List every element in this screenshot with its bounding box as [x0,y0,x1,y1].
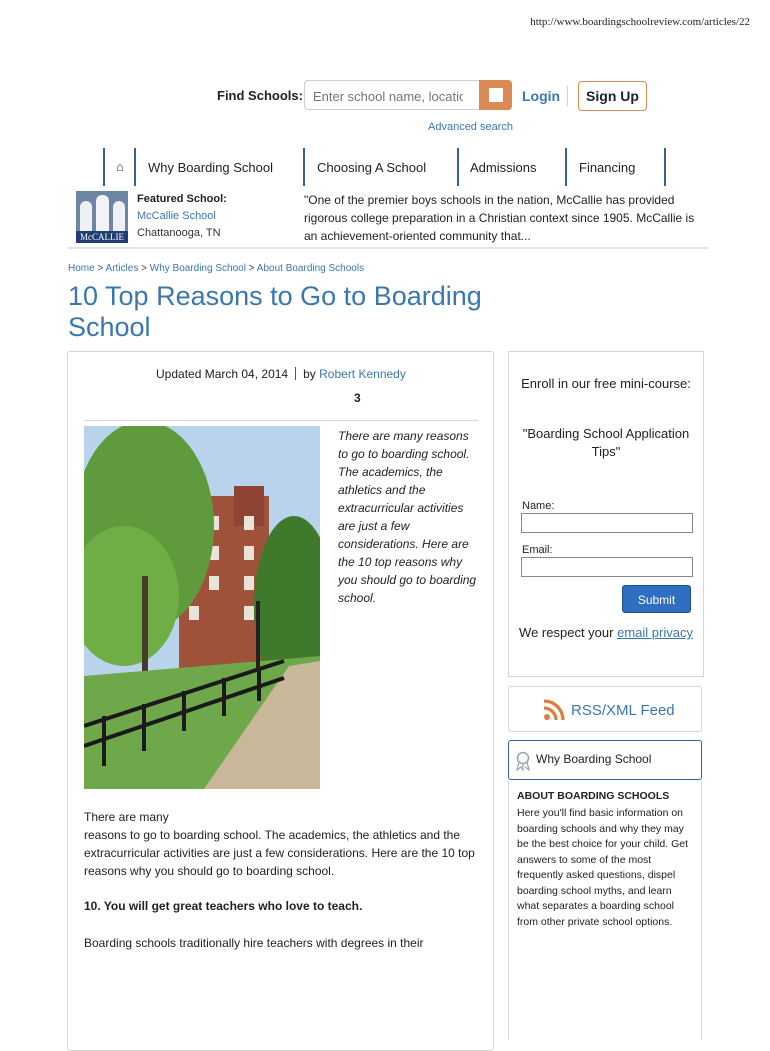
article-intro [84,808,478,880]
why-boarding-school-label[interactable]: Why Boarding School [536,752,652,766]
advanced-search-link[interactable]: Advanced search [428,121,513,133]
login-link[interactable]: Login [522,88,561,104]
reason-text: Boarding schools traditionally hire teachers with degrees in their [84,936,424,950]
breadcrumb-articles[interactable]: Articles [105,263,139,274]
nav-item-choosing-a-school[interactable]: Choosing A School [317,160,427,175]
name-field[interactable] [521,513,693,533]
home-icon[interactable]: ⌂ [116,159,124,174]
reason-heading: 10. You will get great teachers who love to teach. [84,899,363,913]
by-label: by [303,367,316,381]
article-photo [84,426,320,789]
privacy-note [508,623,704,642]
nav-item-financing[interactable]: Financing [579,160,636,175]
nav-divider [303,148,305,186]
nav-divider [103,148,105,186]
divider [84,420,478,421]
featured-school-label: Featured School: [137,193,227,205]
rss-icon[interactable] [543,699,565,721]
search-icon [489,88,503,102]
email-label: Email: [522,544,553,556]
breadcrumb-separator: > [141,263,147,274]
breadcrumb-home[interactable]: Home [68,263,95,274]
header-divider [567,86,568,106]
breadcrumb-separator: > [97,263,104,274]
comment-count[interactable]: 3 [354,391,361,405]
name-label: Name: [522,500,555,512]
article-intro-rest: reasons to go to boarding school. The academics, the athletics and the extracurricular activities are just a few considerations. Here are the 10 top reasons why you should go to boarding school. [84,828,475,878]
email-field[interactable] [521,557,693,577]
featured-school-location: Chattanooga, TN [137,227,221,239]
search-button[interactable] [479,80,512,110]
main-nav [103,148,668,186]
submit-button[interactable]: Submit [622,585,691,613]
breadcrumb-current[interactable]: About Boarding Schools [256,263,365,274]
nav-item-admissions[interactable]: Admissions [470,160,537,175]
search-input[interactable] [313,87,463,105]
search-box [304,80,512,110]
featured-school-logo: McCALLIE [76,231,128,243]
email-privacy-link[interactable]: email privacy [617,625,693,640]
nav-divider [664,148,666,186]
author-link[interactable]: Robert Kennedy [319,367,406,381]
breadcrumb-category[interactable]: Why Boarding School [149,263,246,274]
featured-school-quote[interactable]: "One of the premier boys schools in the nation, McCallie has provided rigorous college preparation in a Christian context since 1905. McCallie is an achievement-oriented community that... [304,193,695,243]
nav-item-why-boarding-school[interactable]: Why Boarding School [148,160,274,175]
updated-date: Updated March 04, 2014 [156,367,289,381]
article-meta [156,367,406,381]
breadcrumb-separator: > [248,263,255,274]
nav-divider [565,148,567,186]
sign-up-button[interactable]: Sign Up [578,81,647,111]
ribbon-icon [515,751,531,771]
privacy-prefix: We respect your [519,625,614,640]
divider [68,247,708,249]
featured-school-link[interactable]: McCallie School [137,210,216,222]
page-url: http://www.boardingschoolreview.com/articles/22 [530,16,750,28]
about-heading: ABOUT BOARDING SCHOOLS [517,790,670,802]
article-intro-first-line: There are many [84,810,169,824]
breadcrumb [68,263,364,274]
about-text: Here you'll find basic information on boarding schools and why they may be the best choice for your child. Get answers to some of the most frequently asked questions, dispel boarding school myths, and learn what separates a boarding school from other private school options. [517,807,689,928]
page-title: 10 Top Reasons to Go to Boarding School [68,281,482,342]
featured-school-image[interactable] [76,191,128,243]
course-name: "Boarding School Application Tips" [522,426,690,459]
nav-divider [134,148,136,186]
find-schools-label: Find Schools: [217,88,303,103]
article-intro-italic: There are many reasons to go to boarding school. The academics, the athletics and the extracurricular activities are just a few considerations. Here are the 10 top reasons why you should go to boarding school. [338,429,477,605]
rss-feed-link[interactable]: RSS/XML Feed [571,702,675,719]
nav-divider [457,148,459,186]
enroll-title: Enroll in our free mini-course: [521,376,691,391]
